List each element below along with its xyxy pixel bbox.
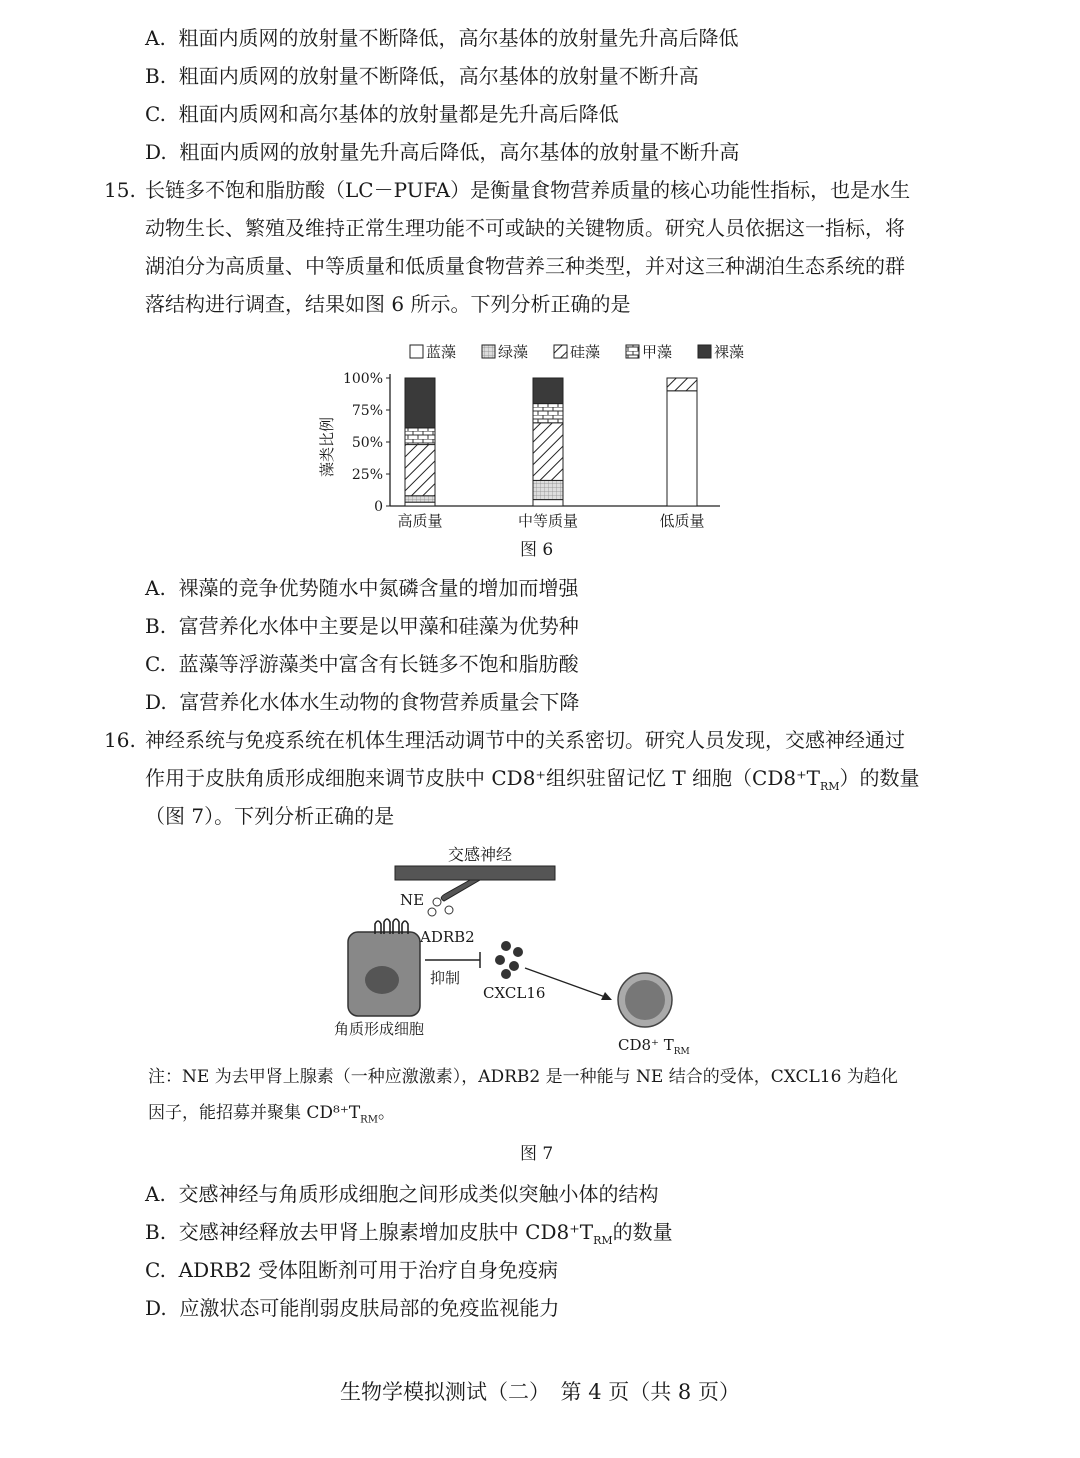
figure-7-caption: 图 7	[520, 1144, 554, 1164]
y-tick-label: 100%	[342, 371, 383, 387]
figure-7-diagram	[320, 838, 720, 1058]
q16-option-a: A. 交感神经与角质形成细胞之间形成类似突触小体的结构	[145, 1182, 659, 1206]
bar-segment	[405, 378, 435, 428]
q14-option-c: C. 粗面内质网和高尔基体的放射量都是先升高后降低	[145, 102, 619, 126]
y-tick-label: 75%	[351, 403, 383, 419]
cxcl16-molecule	[501, 969, 511, 979]
bar-segment	[405, 496, 435, 502]
bar-segment	[405, 502, 435, 506]
q15-option-b: B. 富营养化水体中主要是以甲藻和硅藻为优势种	[145, 614, 579, 638]
legend-label: 甲藻	[642, 343, 673, 361]
legend-swatch	[698, 345, 711, 358]
legend-swatch	[626, 345, 639, 358]
ne-label: NE	[400, 891, 425, 909]
cxcl16-molecule	[501, 941, 511, 951]
x-tick-label: 高质量	[397, 512, 443, 530]
ne-molecule	[433, 898, 441, 906]
bar-segment	[533, 500, 563, 506]
q15-stem-line: 长链多不饱和脂肪酸（LC－PUFA）是衡量食物营养质量的核心功能性指标，也是水生	[145, 178, 911, 202]
y-tick-label: 0	[374, 499, 383, 515]
figure-6-chart	[300, 335, 780, 540]
receptor-label: ADRB2	[420, 928, 475, 946]
legend-swatch	[482, 345, 495, 358]
q15-number: 15.	[104, 178, 136, 202]
bar-segment	[667, 391, 697, 506]
q15-option-d: D. 富营养化水体水生动物的食物营养质量会下降	[145, 690, 580, 714]
y-tick-label: 50%	[351, 435, 383, 451]
figure-6-caption: 图 6	[520, 540, 554, 560]
chart-bars	[397, 378, 704, 530]
x-tick-label: 中等质量	[517, 512, 579, 530]
y-tick-label: 25%	[351, 467, 383, 483]
q15-option-a: A. 裸藻的竞争优势随水中氮磷含量的增加而增强	[145, 576, 579, 600]
q16-stem-line: 神经系统与免疫系统在机体生理活动调节中的关系密切。研究人员发现，交感神经通过	[145, 728, 905, 752]
keratinocyte-nucleus	[365, 966, 399, 994]
chemokine-label: CXCL16	[483, 984, 546, 1002]
bar-segment	[405, 428, 435, 445]
sympathetic-nerve	[395, 866, 555, 880]
bar-segment	[405, 445, 435, 496]
cxcl16-molecule	[513, 947, 523, 957]
figure-7-note: 注：NE 为去甲肾上腺素（一种应激激素），ADRB2 是一种能与 NE 结合的受体，CXCL16 为趋化	[148, 1067, 898, 1087]
legend-label: 裸藻	[714, 343, 745, 361]
cd8-trm-nucleus	[625, 980, 665, 1020]
ne-molecule	[445, 906, 453, 914]
q14-option-a: A. 粗面内质网的放射量不断降低，高尔基体的放射量先升高后降低	[145, 26, 739, 50]
q16-stem-line: 作用于皮肤角质形成细胞来调节皮肤中 CD8⁺组织驻留记忆 T 细胞$(CD8^+T_{RM})$的数量	[145, 766, 920, 793]
legend-swatch	[410, 345, 423, 358]
ne-molecule	[428, 908, 436, 916]
cxcl16-molecule	[509, 961, 519, 971]
bar-segment	[533, 404, 563, 423]
q16-number: 16.	[104, 728, 136, 752]
legend-label: 硅藻	[570, 343, 601, 361]
y-axis-label: 藻类比例	[318, 416, 336, 478]
q15-stem-line: 湖泊分为高质量、中等质量和低质量食物营养三种类型，并对这三种湖泊生态系统的群	[145, 254, 905, 278]
bar-segment	[533, 423, 563, 481]
legend-swatch	[554, 345, 567, 358]
q14-option-b: B. 粗面内质网的放射量不断降低，高尔基体的放射量不断升高	[145, 64, 699, 88]
figure-7-note: 因子，能招募并聚集 $CD^{8+}T_{RM}$。	[148, 1103, 395, 1126]
bar-segment	[667, 378, 697, 391]
nerve-terminal	[441, 880, 480, 901]
q16-option-b: B. 交感神经释放去甲肾上腺素增加皮肤中 $CD8^+T_{RM}$的数量	[145, 1220, 673, 1247]
q15-stem-line: 落结构进行调查，结果如图 6 所示。下列分析正确的是	[145, 292, 631, 316]
cell-label: 角质形成细胞	[334, 1020, 425, 1038]
x-tick-label: 低质量	[659, 512, 705, 530]
bar-segment	[533, 378, 563, 404]
tcell-label: CD8⁺ $T_{RM}$	[618, 1036, 690, 1057]
chart-legend	[410, 343, 744, 361]
q16-stem-line: （图 7）。下列分析正确的是	[145, 804, 395, 828]
q16-option-d: D. 应激状态可能削弱皮肤局部的免疫监视能力	[145, 1296, 560, 1320]
q15-option-c: C. 蓝藻等浮游藻类中富含有长链多不饱和脂肪酸	[145, 652, 579, 676]
q15-stem-line: 动物生长、繁殖及维持正常生理功能不可或缺的关键物质。研究人员依据这一指标，将	[145, 216, 905, 240]
legend-label: 蓝藻	[426, 343, 457, 361]
page-footer: 生物学模拟测试（二） 第 4 页（共 8 页）	[340, 1380, 740, 1404]
legend-label: 绿藻	[498, 343, 529, 361]
inhibit-label: 抑制	[430, 969, 461, 987]
bar-segment	[533, 480, 563, 499]
cxcl16-molecule	[495, 955, 505, 965]
q14-option-d: D. 粗面内质网的放射量先升高后降低，高尔基体的放射量不断升高	[145, 140, 740, 164]
nerve-label: 交感神经	[447, 845, 513, 864]
chart-axes	[343, 371, 720, 515]
q16-option-c: C. ADRB2 受体阻断剂可用于治疗自身免疫病	[145, 1258, 558, 1282]
